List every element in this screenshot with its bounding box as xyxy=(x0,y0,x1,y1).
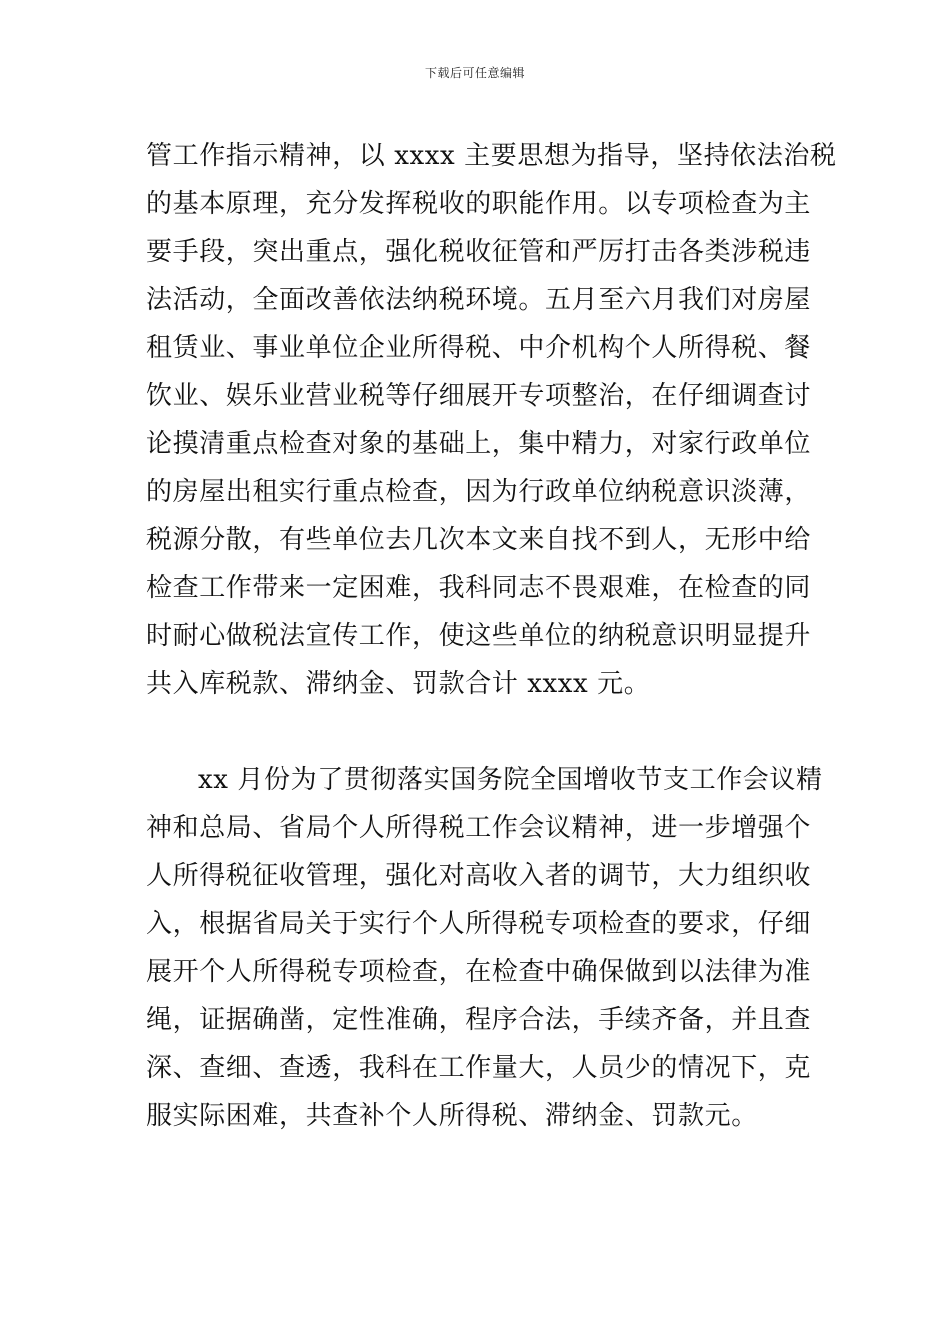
text-line: 服实际困难，共查补个人所得税、滞纳金、罚款元。 xyxy=(146,1101,758,1131)
text-line: 要手段，突出重点，强化税收征管和严厉打击各类涉税违 xyxy=(146,237,812,267)
text-line: 人所得税征收管理，强化对高收入者的调节，大力组织收 xyxy=(146,861,812,891)
text-line: 租赁业、事业单位企业所得税、中介机构个人所得税、餐 xyxy=(146,333,812,363)
text-line: 共入库税款、滞纳金、罚款合计 xxxx 元。 xyxy=(146,669,651,699)
text-line: 神和总局、省局个人所得税工作会议精神，进一步增强个 xyxy=(146,813,812,843)
text-line: 税源分散，有些单位去几次本文来自找不到人，无形中给 xyxy=(146,525,812,555)
text-line: 绳，证据确凿，定性准确，程序合法，手续齐备，并且查 xyxy=(146,1005,812,1035)
text-line: 法活动，全面改善依法纳税环境。五月至六月我们对房屋 xyxy=(146,285,812,315)
text-line: 管工作指示精神，以 xxxx 主要思想为指导，坚持依法治税 xyxy=(146,141,837,171)
text-line: 的基本原理，充分发挥税收的职能作用。以专项检查为主 xyxy=(146,189,812,219)
document-body xyxy=(146,132,837,1140)
text-line: 展开个人所得税专项检查，在检查中确保做到以法律为准 xyxy=(146,957,812,987)
text-line: 论摸清重点检查对象的基础上，集中精力，对家行政单位 xyxy=(146,429,812,459)
text-line: 的房屋出租实行重点检查，因为行政单位纳税意识淡薄， xyxy=(146,477,812,507)
text-line: 入，根据省局关于实行个人所得税专项检查的要求，仔细 xyxy=(146,909,812,939)
text-line: 检查工作带来一定困难，我科同志不畏艰难，在检查的同 xyxy=(146,573,812,603)
paragraph-spacer xyxy=(146,708,808,756)
page-header: 下载后可任意编辑 xyxy=(424,66,525,80)
text-line: 时耐心做税法宣传工作，使这些单位的纳税意识明显提升 xyxy=(146,621,812,651)
paragraph-2 xyxy=(146,756,823,1140)
text-line: 深、查细、查透，我科在工作量大，人员少的情况下，克 xyxy=(146,1053,812,1083)
text-line: xx 月份为了贯彻落实国务院全国增收节支工作会议精 xyxy=(198,765,823,795)
text-line: 饮业、娱乐业营业税等仔细展开专项整治，在仔细调查讨 xyxy=(146,381,812,411)
paragraph-1 xyxy=(146,132,837,708)
